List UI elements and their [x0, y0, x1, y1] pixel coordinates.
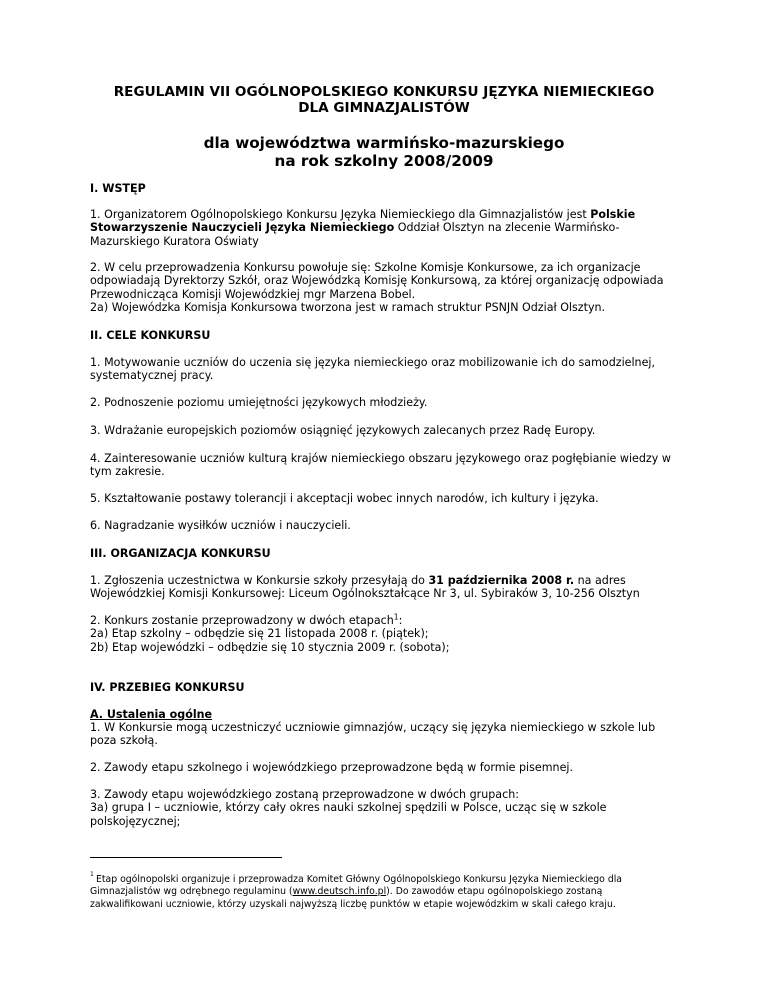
- stage-voivodeship: 2b) Etap wojewódzki – odbędzie się 10 stycznia 2009 r. (sobota);: [90, 640, 450, 654]
- stage-school: 2a) Etap szkolny – odbędzie się 21 listopada 2008 r. (piątek);: [90, 627, 429, 641]
- section-4-item-3a: 3a) grupa I – uczniowie, którzy cały okres nauki szkolnej spędzili w Polsce, ucząc się w szkole polskojęzycznej;: [90, 801, 607, 828]
- footnote-text: Etap ogólnopolski organizuje i przeprowadza Komitet Główny Ogólnopolskiego Konkursu Języka Niemieckiego dla Gimnazjalistów wg odrębnego regulaminu (www.deutsch.info.pl). Do zawodów etapu ogólnopolskiego zostaną zakwalifikowani uczniowie, którzy uzyskali najwyższą liczbę punktów w etapie wojewódzkim w skali całego kraju.: [90, 874, 623, 910]
- section-3-paragraph-2: 2. Konkurs zostanie przeprowadzony w dwóch etapach$^1$: 2a) Etap szkolny – odbędzie się 21 listopada 2008 r. (piątek); 2b) Etap wojewódzki – odbędzie się 10 stycznia 2009 r. (sobota);: [90, 612, 450, 654]
- footnote-mark: 1: [90, 871, 94, 878]
- section-2-heading: II. CELE KONKURSU: [90, 329, 211, 342]
- document-title: [90, 84, 678, 117]
- organizer-name: Polskie Stowarzyszenie Nauczycieli Języka Niemieckiego: [90, 208, 636, 235]
- section-3-heading: III. ORGANIZACJA KONKURSU: [90, 547, 271, 560]
- subtitle-line-1: dla województwa warmińsko-mazurskiego: [203, 134, 565, 152]
- footnote-divider: [90, 857, 282, 858]
- section-1-heading: I. WSTĘP: [90, 182, 146, 195]
- title-line-2: DLA GIMNAZJALISTÓW: [298, 100, 470, 117]
- section-1-paragraph-1: 1. Organizatorem Ogólnopolskiego Konkursu Języka Niemieckiego dla Gimnazjalistów jest Polskie Stowarzyszenie Nauczycieli Języka Niemieckiego Oddział Olsztyn na zlecenie Warmińsko-Mazurskiego Kuratora Oświaty: [90, 208, 636, 248]
- section-2-item-5: 5. Kształtowanie postawy tolerancji i akceptacji wobec innych narodów, ich kultury i języka.: [90, 492, 599, 505]
- section-4-item-1: 1. W Konkursie mogą uczestniczyć uczniowie gimnazjów, uczący się języka niemieckiego w szkole lub poza szkołą.: [90, 721, 656, 748]
- section-1-paragraph-2a: 2a) Wojewódzka Komisja Konkursowa tworzona jest w ramach struktur PSNJN Odział Olsztyn.: [90, 301, 606, 315]
- section-4-item-3: 3. Zawody etapu wojewódzkiego zostaną przeprowadzone w dwóch grupach: 3a) grupa I – uczniowie, którzy cały okres nauki szkolnej spędzili w Polsce, ucząc się w szkole polskojęzycznej;: [90, 788, 607, 828]
- section-4-subheading: A. Ustalenia ogólne: [90, 708, 213, 721]
- footnote-reference: 1: [393, 612, 399, 622]
- document-subtitle: [90, 134, 678, 170]
- footnote-link[interactable]: www.deutsch.info.pl: [292, 886, 387, 898]
- section-2-item-1: 1. Motywowanie uczniów do uczenia się języka niemieckiego oraz mobilizowanie ich do samodzielnej, systematycznej pracy.: [90, 356, 656, 383]
- section-3-paragraph-1: 1. Zgłoszenia uczestnictwa w Konkursie szkoły przesyłają do 31 października 2008 r. na adres Wojewódzkiej Komisji Konkursowej: Liceum Ogólnokształcące Nr 3, ul. Sybiraków 3, 10-256 Olsztyn: [90, 574, 640, 601]
- section-2-item-2: 2. Podnoszenie poziomu umiejętności językowych młodzieży.: [90, 396, 428, 409]
- deadline-date: 31 października 2008 r.: [428, 574, 575, 587]
- section-2-item-3: 3. Wdrażanie europejskich poziomów osiągnięć językowych zalecanych przez Radę Europy.: [90, 424, 596, 437]
- section-4-heading: IV. PRZEBIEG KONKURSU: [90, 681, 245, 694]
- section-1-paragraph-2: 2. W celu przeprowadzenia Konkursu powołuje się: Szkolne Komisje Konkursowe, za ich organizacje odpowiadają Dyrektorzy Szkół, oraz Wojewódzką Komisję Konkursową, za której organizację odpowiada Przewodnicząca Komisji Wojewódzkiej mgr Marzena Bobel. 2a) Wojewódzka Komisja Konkursowa tworzona jest w ramach struktur PSNJN Odział Olsztyn.: [90, 261, 664, 315]
- section-4-item-2: 2. Zawody etapu szkolnego i wojewódzkiego przeprowadzone będą w formie pisemnej.: [90, 761, 574, 774]
- title-line-1: REGULAMIN VII OGÓLNOPOLSKIEGO KONKURSU JĘZYKA NIEMIECKIEGO: [113, 84, 655, 100]
- section-2-item-6: 6. Nagradzanie wysiłków uczniów i nauczycieli.: [90, 519, 351, 532]
- section-2-item-4: 4. Zainteresowanie uczniów kulturą krajów niemieckiego obszaru językowego oraz pogłębianie wiedzy w tym zakresie.: [90, 452, 671, 479]
- subtitle-line-2: na rok szkolny 2008/2009: [274, 152, 494, 170]
